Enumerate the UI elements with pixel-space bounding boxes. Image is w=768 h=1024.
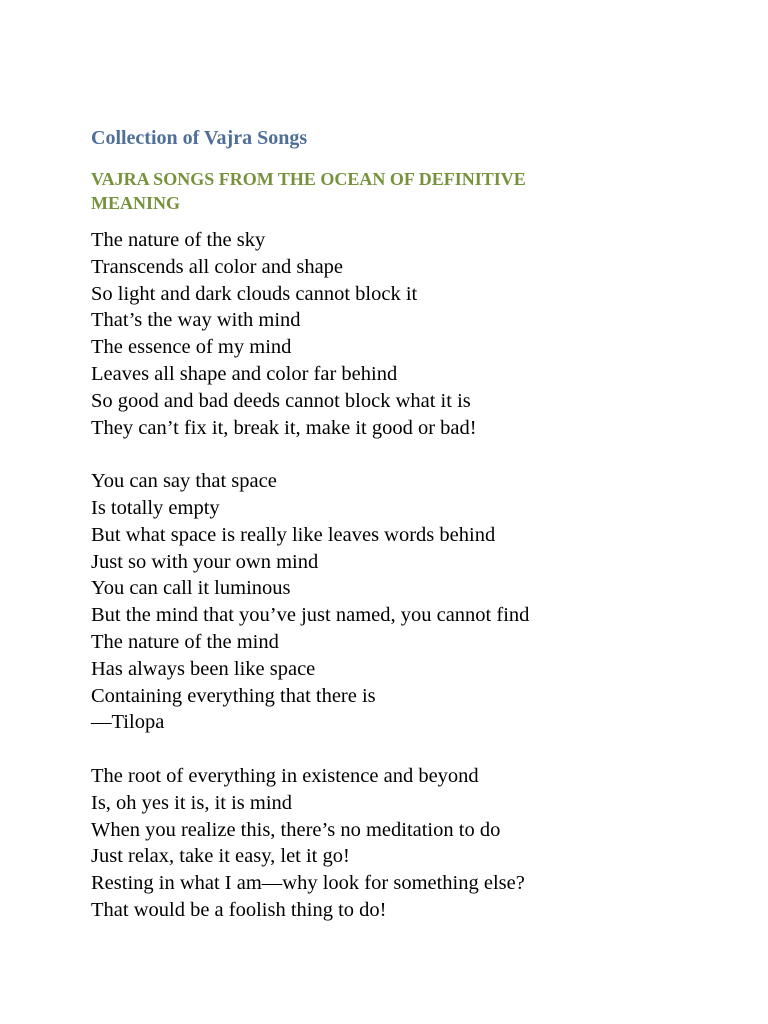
stanza xyxy=(91,763,731,924)
document-title: Collection of Vajra Songs xyxy=(91,127,308,149)
poem-line: Transcends all color and shape xyxy=(91,255,344,278)
poem-line: So good and bad deeds cannot block what it is xyxy=(91,389,471,412)
poem-line: The essence of my mind xyxy=(91,336,292,359)
poem-line: But what space is really like leaves words behind xyxy=(91,523,496,546)
poem-line: You can say that space xyxy=(91,470,277,493)
stanza xyxy=(91,468,731,736)
poem-line: The root of everything in existence and beyond xyxy=(91,764,479,787)
poem-line: That’s the way with mind xyxy=(91,309,301,332)
poem-line: Resting in what I am—why look for something else? xyxy=(91,872,525,895)
poem-line: Is, oh yes it is, it is mind xyxy=(91,791,293,814)
section-heading xyxy=(91,167,731,215)
poem-line: They can’t fix it, break it, make it good or bad! xyxy=(91,416,477,439)
poem-line: So light and dark clouds cannot block it xyxy=(91,282,418,305)
attribution: —Tilopa xyxy=(91,711,165,734)
poem-line: Just relax, take it easy, let it go! xyxy=(91,845,350,868)
section-heading-line: MEANING xyxy=(91,193,180,213)
poem-line: The nature of the sky xyxy=(91,229,266,251)
stanza xyxy=(91,227,731,441)
poem-body xyxy=(91,227,731,924)
poem-line: You can call it luminous xyxy=(91,577,291,600)
poem-line: Just so with your own mind xyxy=(91,550,319,573)
section-heading-line: VAJRA SONGS FROM THE OCEAN OF DEFINITIVE xyxy=(91,169,526,189)
document-page xyxy=(91,124,731,924)
poem-line: Leaves all shape and color far behind xyxy=(91,362,398,385)
poem-line: The nature of the mind xyxy=(91,630,279,653)
poem-line: But the mind that you’ve just named, you cannot find xyxy=(91,604,530,627)
poem-line: Has always been like space xyxy=(91,657,316,680)
poem-line: Is totally empty xyxy=(91,496,220,519)
poem-line: When you realize this, there’s no meditation to do xyxy=(91,818,501,841)
poem-line: Containing everything that there is xyxy=(91,684,376,707)
poem-line: That would be a foolish thing to do! xyxy=(91,898,387,921)
